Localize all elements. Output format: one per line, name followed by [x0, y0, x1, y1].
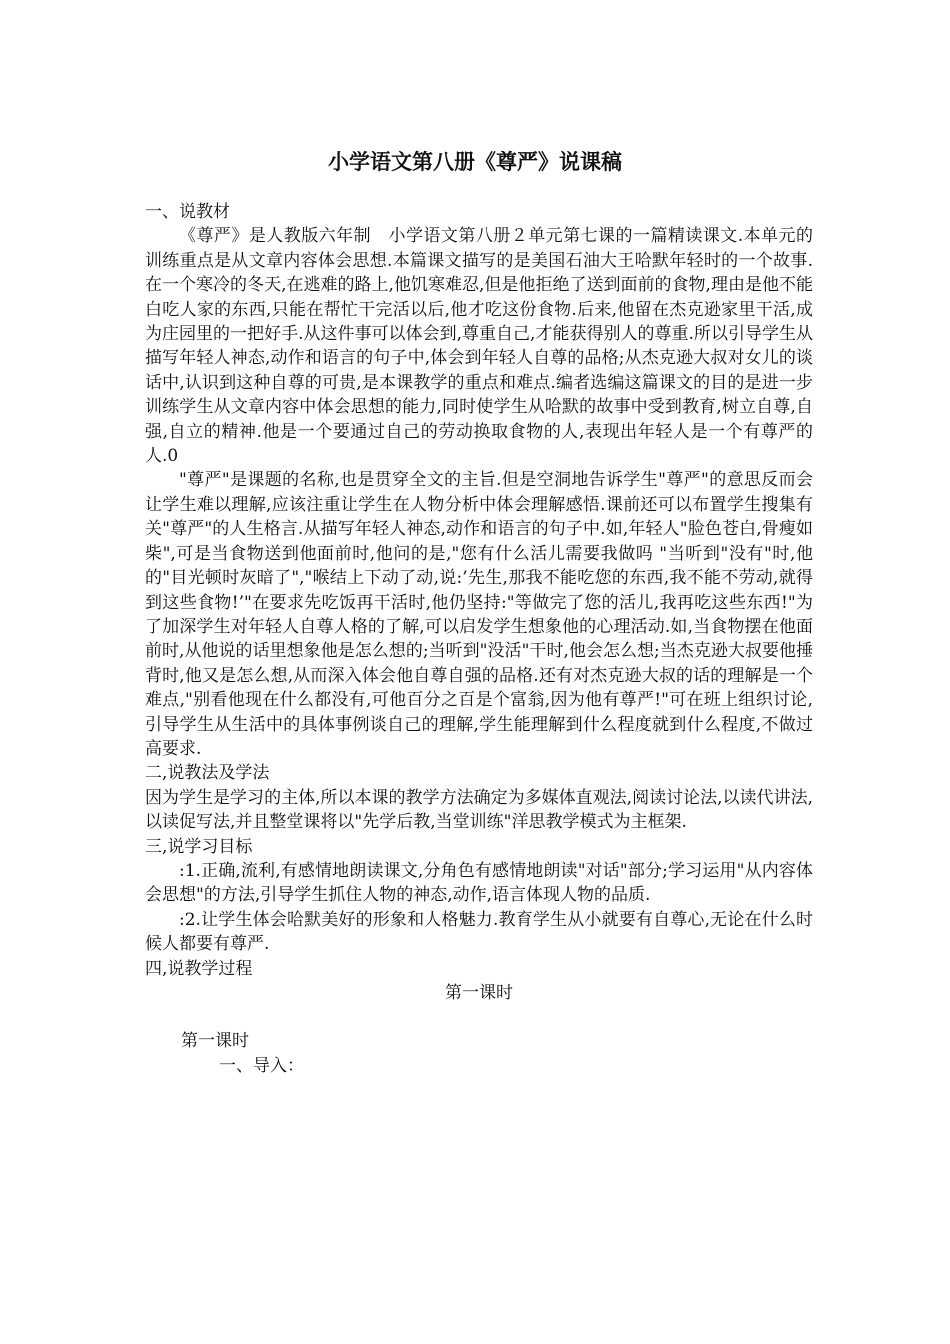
- document-title: 小学语文第八册《尊严》说课稿: [328, 149, 622, 174]
- section-heading-process: 四,说教学过程: [145, 958, 253, 979]
- paragraph-methods: 因为学生是学习的主体,所以本课的教学方法确定为多媒体直观法,阅读讨论法,以读代讲法,以读促写法,并且整堂课将以"先学后教,当堂训练"洋思教学模式为主框架.: [145, 787, 813, 833]
- paragraph-textbook-intro: 《尊严》是人教版六年制 小学语文第八册２单元第七课的一篇精读课文.本单元的训练重点是从文章内容体会思想.本篇课文描写的是美国石油大王哈默年轻时的一个故事.在一个寒冷的冬天,在逃难的路上,他饥寒难忍,但是他拒绝了送到面前的食物,理由是他不能白吃人家的东西,只能在帮忙干完活以后,他才吃这份食物.后来,他留在杰克逊家里干活,成为庄园里的一把好手.从这件事可以体会到,尊重自己,才能获得别人的尊重.所以引导学生从描写年轻人神态,动作和语言的句子中,体会到年轻人自尊的品格;从杰克逊大叔对女儿的谈话中,认识到这种自尊的可贵,是本课教学的重点和难点.编者选编这篇课文的目的是进一步训练学生从文章内容中体会思想的能力,同时使学生从哈默的故事中受到教育,树立自尊,自强,自立的精神.他是一个要通过自己的劳动换取食物的人,表现出年轻人是一个有尊严的人.0: [145, 226, 813, 467]
- document-body: [145, 200, 813, 1078]
- goal-item-1: :1.正确,流利,有感情地朗读课文,分角色有感情地朗读"对话"部分;学习运用"从内容体会思想"的方法,引导学生抓住人物的神态,动作,语言体现人物的品质.: [145, 860, 813, 906]
- step-intro: 一、导入：: [219, 1055, 304, 1076]
- lesson-heading-centered: 第一课时: [445, 983, 513, 1003]
- goal-item-2: :2.让学生体会哈默美好的形象和人格魅力.教育学生从小就要有自尊心,无论在什么时候人都要有尊严.: [145, 909, 813, 955]
- section-heading-textbook: 一、说教材: [145, 202, 230, 222]
- paragraph-dignity-analysis: "尊严"是课题的名称,也是贯穿全文的主旨.但是空洞地告诉学生"尊严"的意思反而会让学生难以理解,应该注重让学生在人物分析中体会理解感悟.课前还可以布置学生搜集有关"尊严"的人生格言.从描写年轻人神态,动作和语言的句子中.如,年轻人"脸色苍白,骨瘦如柴",可是当食物送到他面前时,他问的是,"您有什么活儿需要我做吗 "当听到"没有"时,他的"目光顿时灰暗了","喉结上下动了动,说:’先生,那我不能吃您的东西,我不能不劳动,就得到这些食物!’"在要求先吃饭再干活时,他仍坚持:"等做完了您的活儿,我再吃这些东西!"为了加深学生对年轻人自尊人格的了解,可以启发学生想象他的心理活动.如,当食物摆在他面前时,从他说的话里想象他是怎么想的;当听到"没活"干时,他会怎么想;当杰克逊大叔要他捶背时,他又是怎么想,从而深入体会他自尊自强的品格.还有对杰克逊大叔的话的理解是一个难点,"别看他现在什么都没有,可他百分之百是个富翁,因为他有尊严!"可在班上组织讨论,引导学生从生活中的具体事例谈自己的理解,学生能理解到什么程度就到什么程度,不做过高要求.: [145, 470, 813, 759]
- section-heading-methods: 二,说教法及学法: [145, 763, 270, 784]
- lesson-heading-left: 第一课时: [181, 1031, 249, 1052]
- section-heading-goals: 三,说学习目标: [145, 836, 253, 857]
